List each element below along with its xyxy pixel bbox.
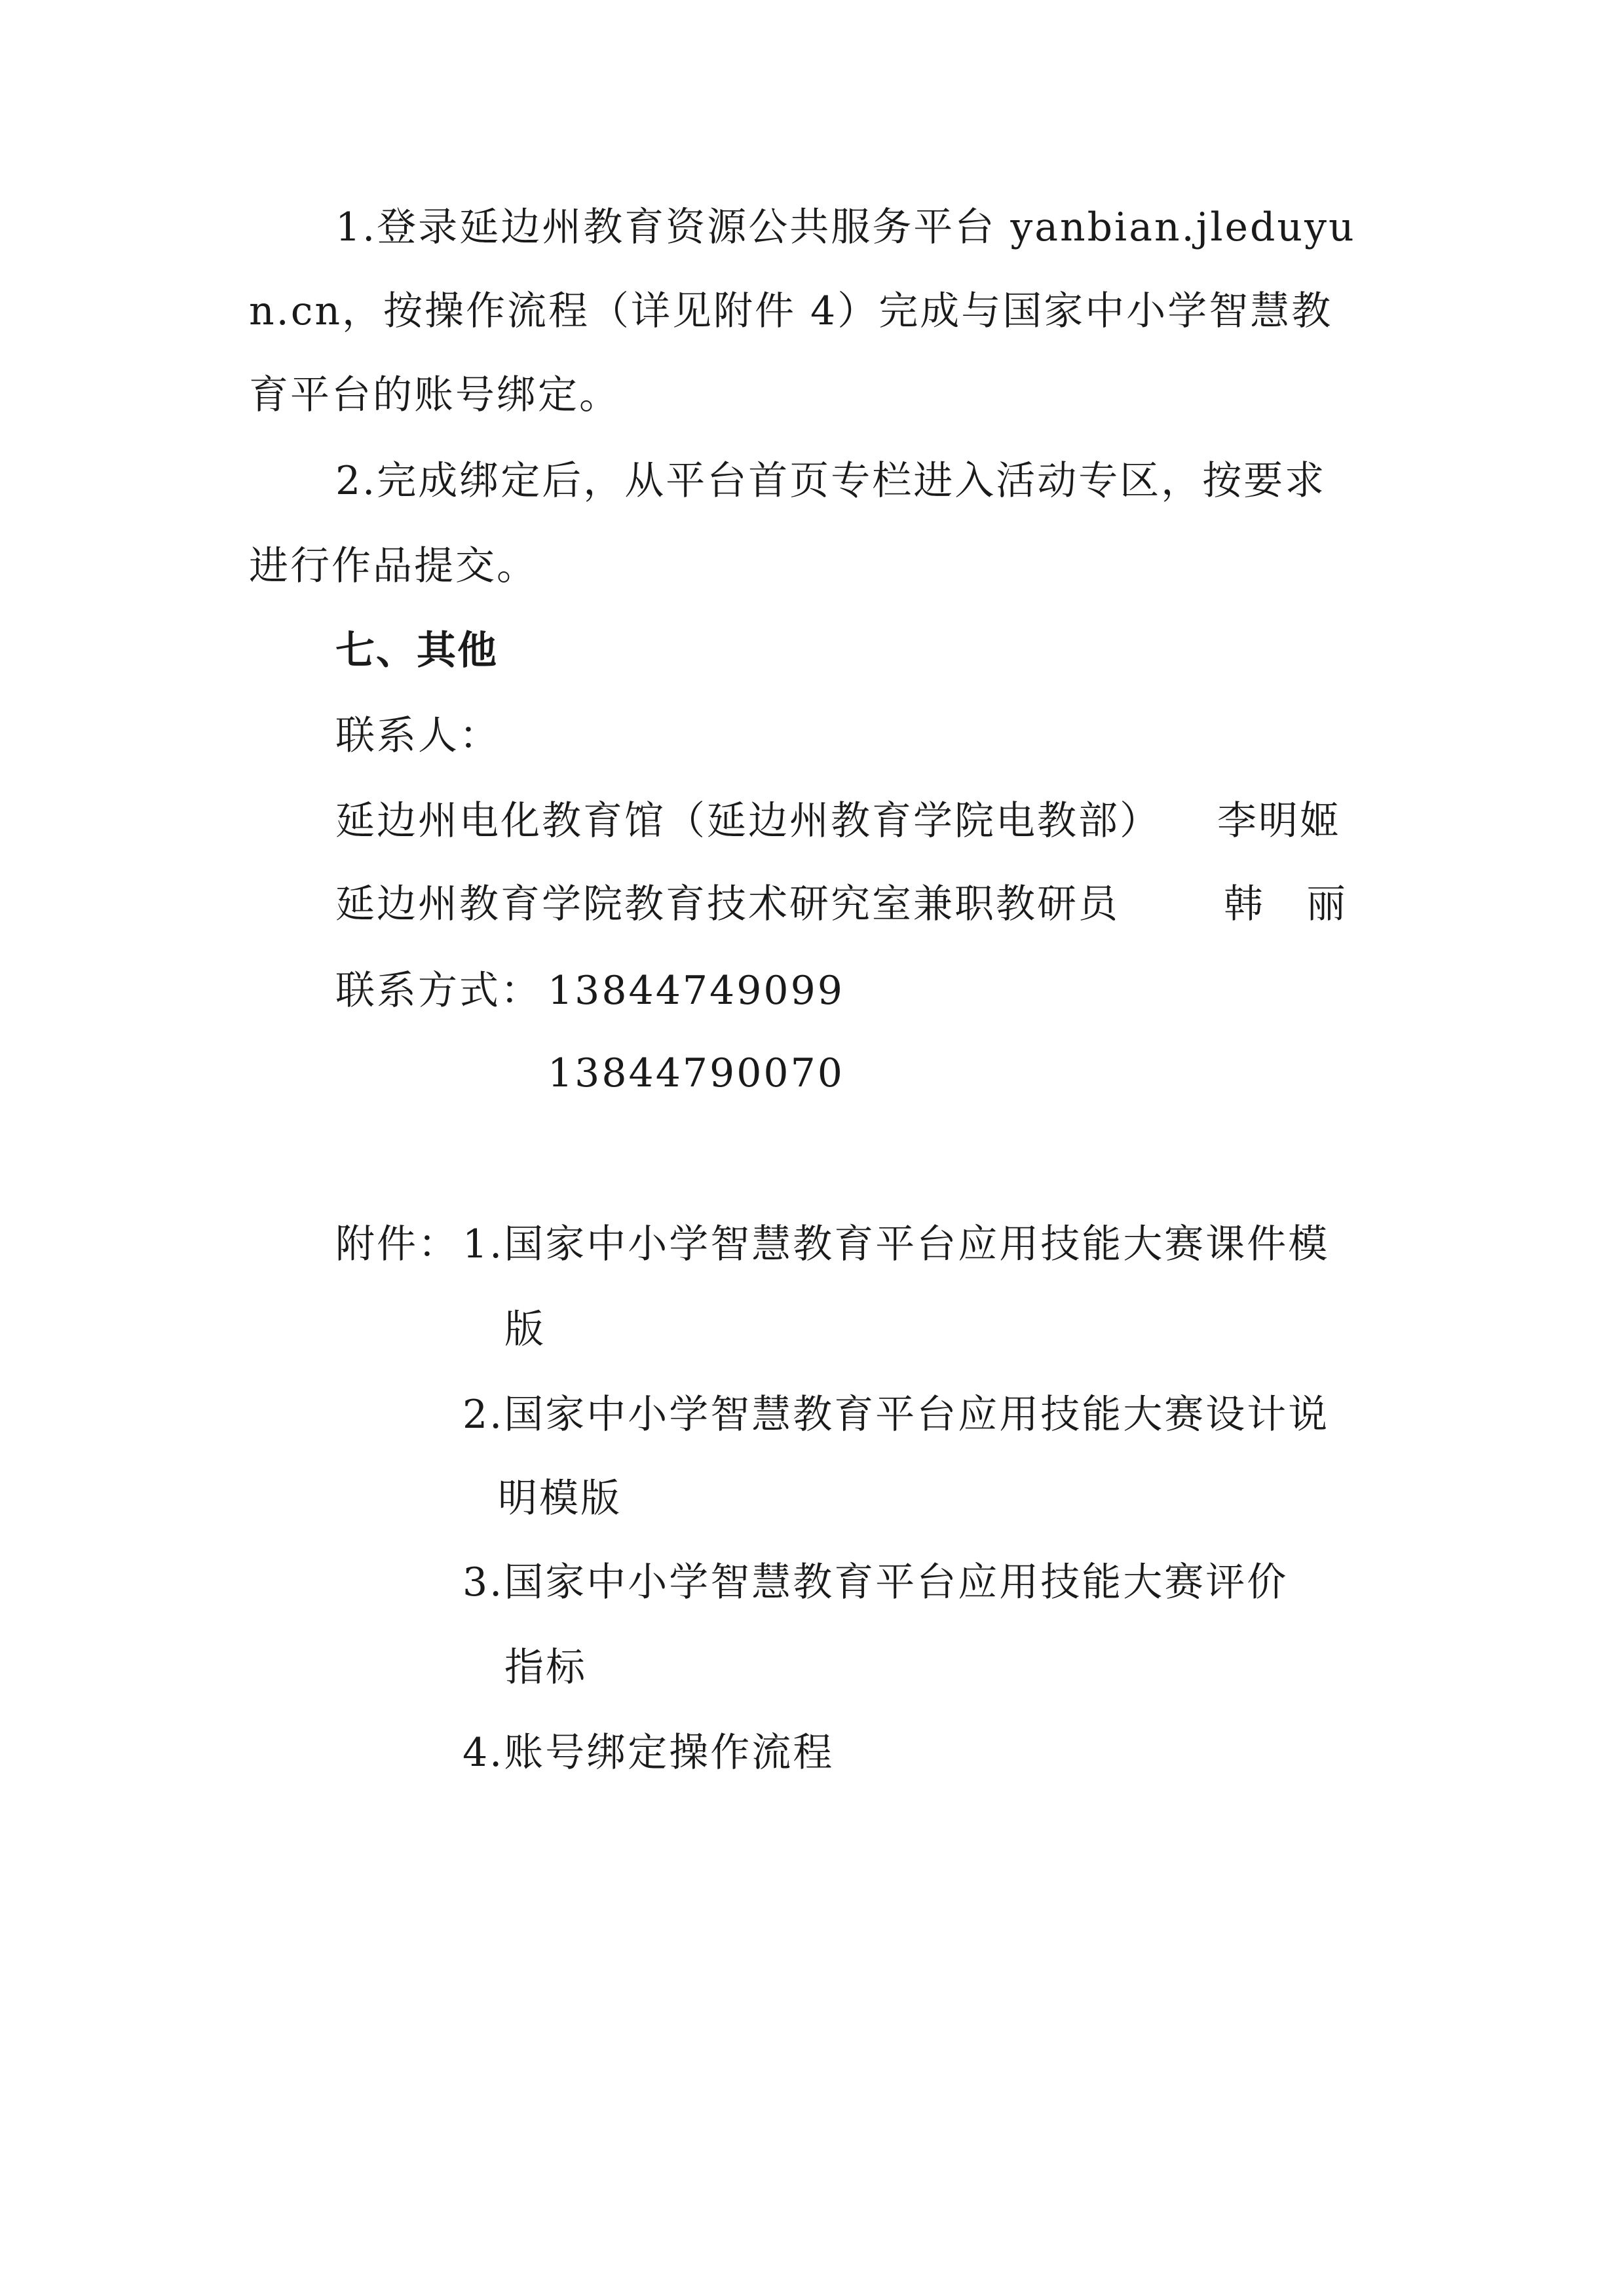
phone-number-1: 13844749099 — [548, 968, 844, 1014]
item1-line2: n.cn，按操作流程（详见附件 4）完成与国家中小学智慧教 — [249, 288, 1333, 334]
attachment-3-line2: 指标 — [504, 1645, 587, 1691]
item2-line2: 进行作品提交。 — [249, 543, 538, 589]
section-heading-other: 七、其他 — [335, 628, 498, 674]
attachment-2-line1: 2.国家中小学智慧教育平台应用技能大赛设计说 — [463, 1392, 1330, 1438]
phone-label: 联系方式： — [335, 968, 542, 1014]
phone-number-2: 13844790070 — [548, 1050, 844, 1096]
item2-line1: 2.完成绑定后，从平台首页专栏进入活动专区，按要求 — [335, 458, 1327, 504]
attachment-1-line2: 版 — [504, 1307, 546, 1352]
contact-name-1: 李明姬 — [1217, 798, 1341, 844]
attachments-label: 附件： — [335, 1221, 459, 1267]
contact-org-1: 延边州电化教育馆（延边州教育学院电教部） — [335, 798, 1161, 844]
attachment-2-line2: 明模版 — [498, 1476, 622, 1521]
contact-name-2: 韩 丽 — [1224, 881, 1348, 927]
contact-label: 联系人： — [335, 713, 500, 759]
attachment-1-line1: 1.国家中小学智慧教育平台应用技能大赛课件模 — [463, 1221, 1330, 1267]
attachment-3-line1: 3.国家中小学智慧教育平台应用技能大赛评价 — [463, 1559, 1289, 1605]
contact-org-2: 延边州教育学院教育技术研究室兼职教研员 — [335, 881, 1120, 927]
item1-line3: 育平台的账号绑定。 — [249, 372, 620, 418]
attachment-4-line1: 4.账号绑定操作流程 — [463, 1730, 835, 1776]
item1-line1: 1.登录延边州教育资源公共服务平台 yanbian.jleduyu — [335, 204, 1356, 250]
